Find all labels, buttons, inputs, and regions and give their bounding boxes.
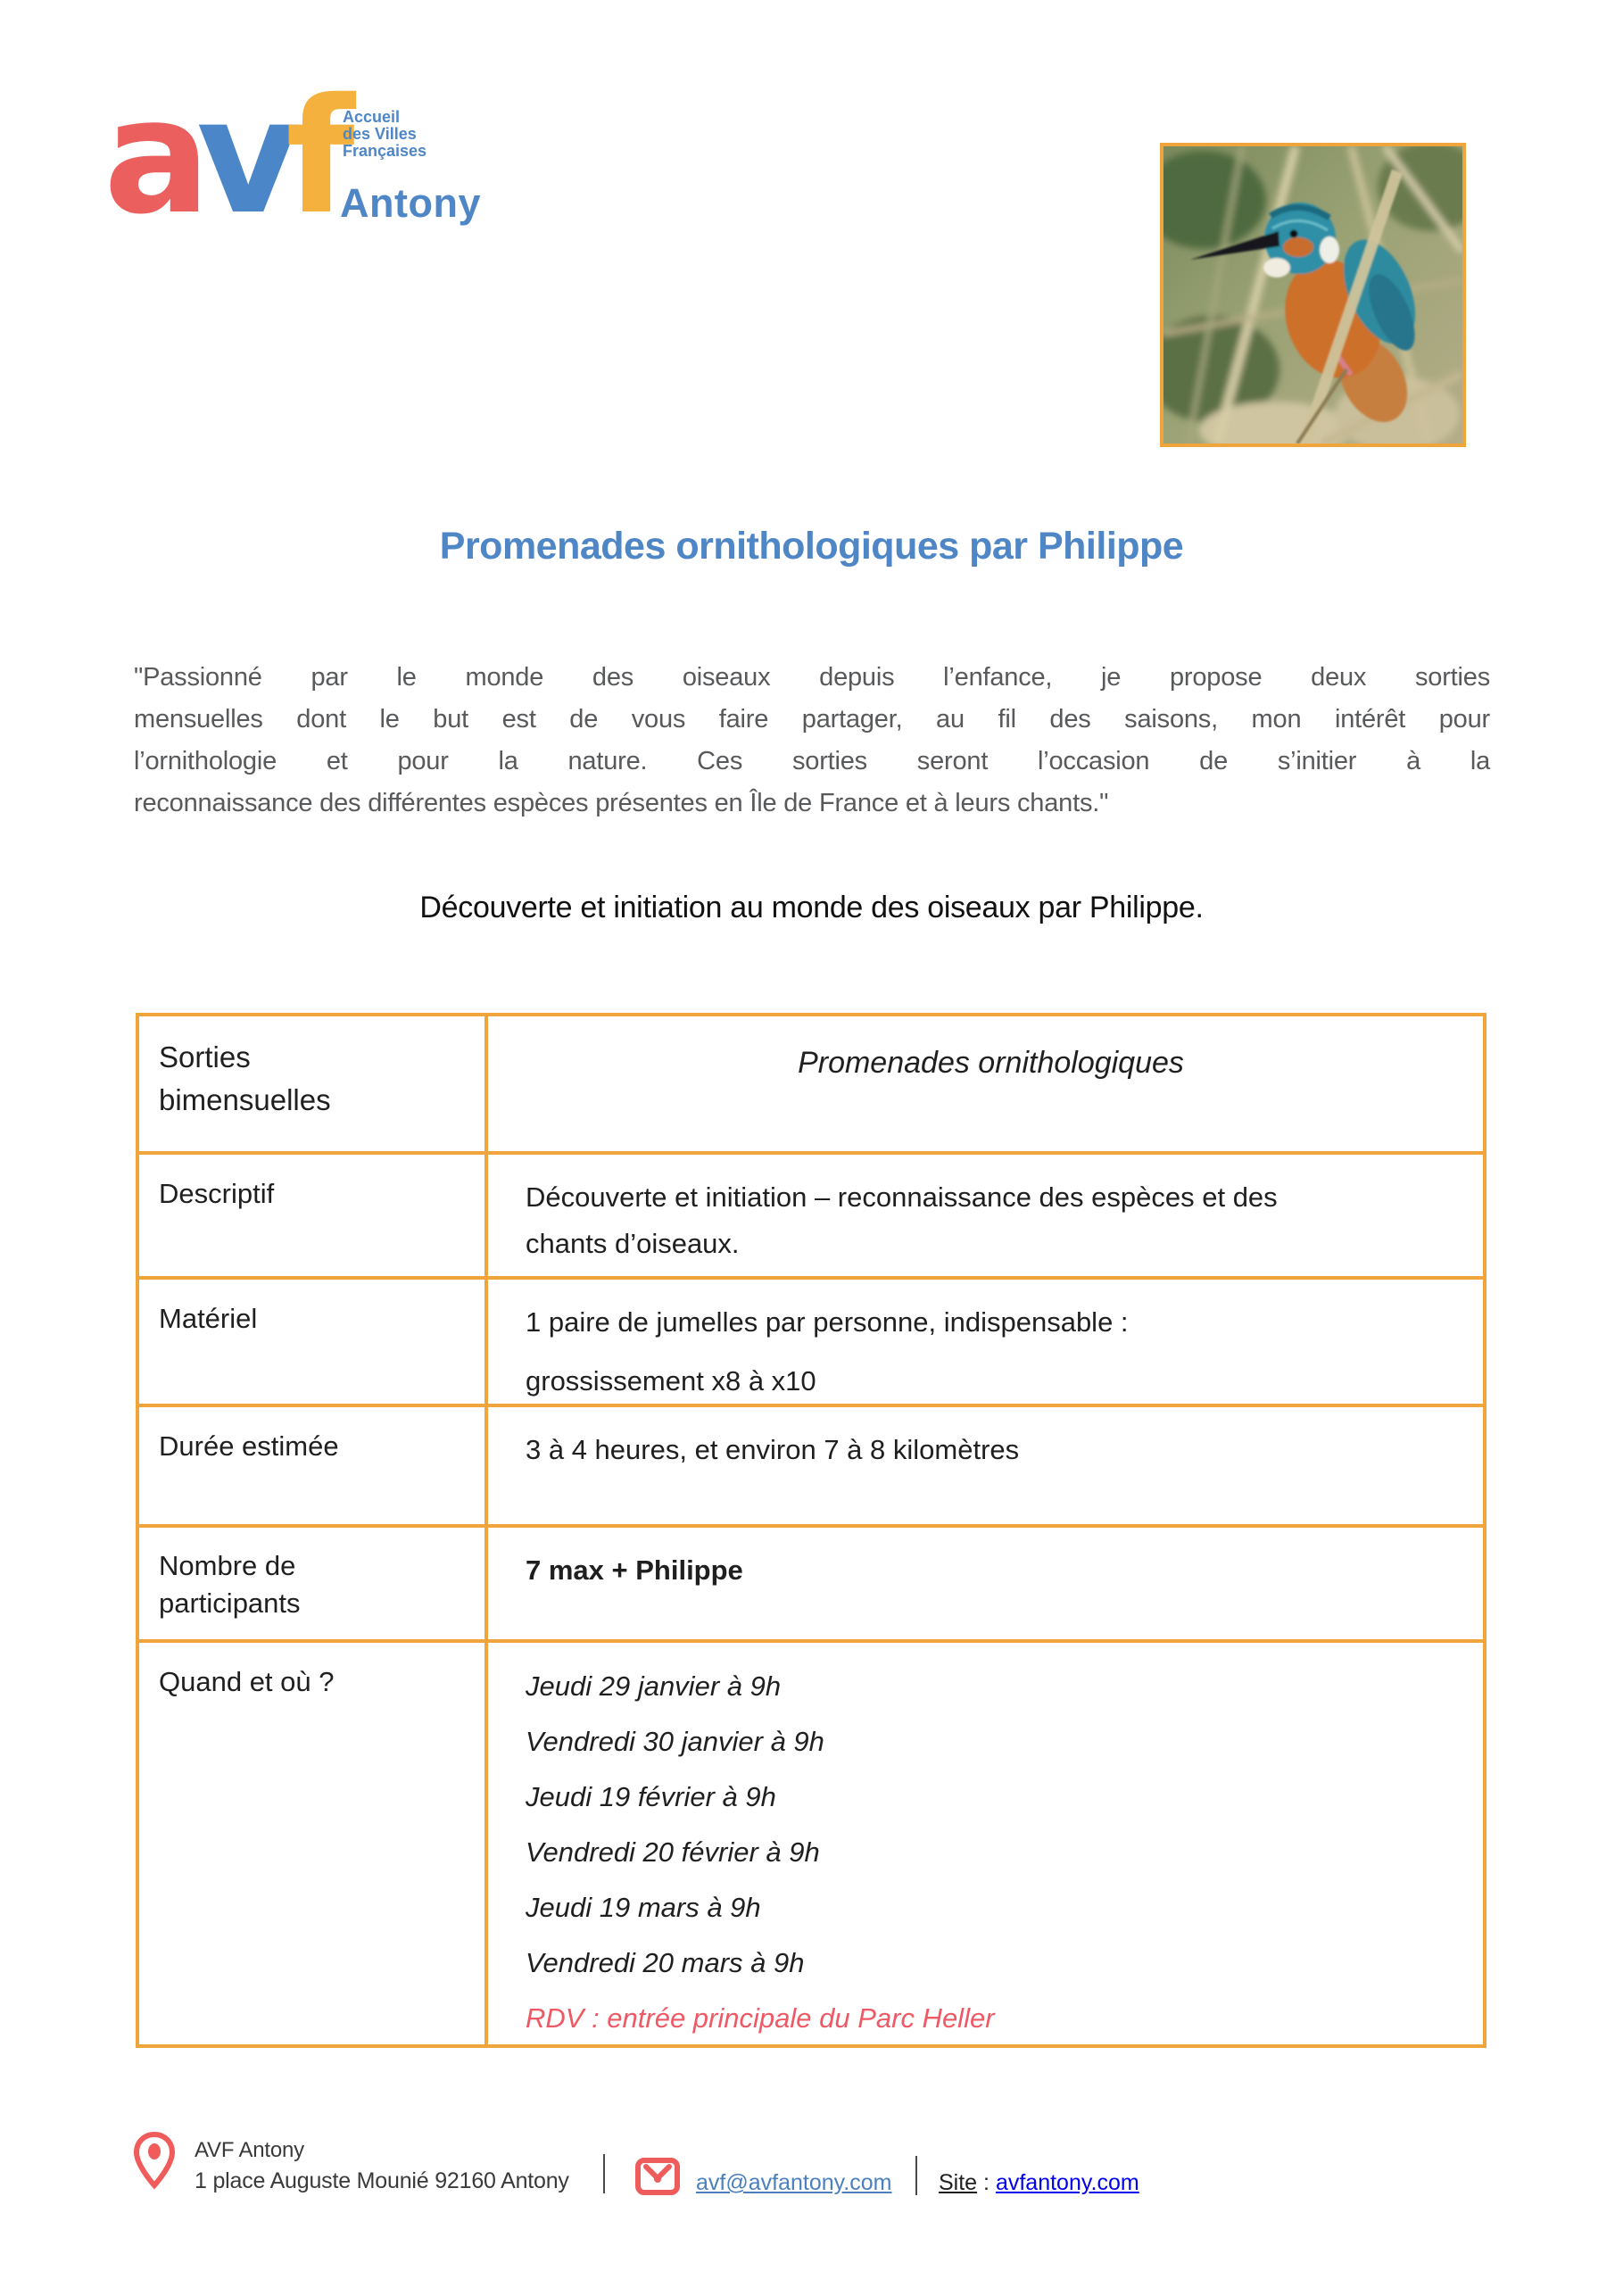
site-link[interactable]: avfantony.com: [995, 2170, 1139, 2195]
table-row: [139, 1276, 1483, 1404]
logo-tagline: [343, 109, 426, 160]
logo-letter-f: f: [286, 64, 341, 249]
row-value-cell: [488, 1155, 1483, 1276]
footer-site-wrap: [939, 2170, 1139, 2196]
footer-divider: [915, 2156, 917, 2195]
row-label-cell: [139, 1528, 488, 1639]
date-line: Vendredi 30 janvier à 9h: [526, 1726, 824, 1757]
date-line: Jeudi 29 janvier à 9h: [526, 1670, 782, 1702]
row-label-cell: Matériel: [139, 1280, 488, 1404]
row-label-line: participants: [159, 1587, 301, 1619]
logo-tagline-line: Françaises: [343, 142, 427, 160]
header-label-line: bimensuelles: [159, 1083, 331, 1116]
intro-paragraph: [134, 657, 1490, 825]
footer-org-name: AVF Antony: [195, 2138, 304, 2162]
table-row: [139, 1151, 1483, 1276]
date-line: Vendredi 20 février à 9h: [526, 1836, 820, 1868]
value-line: grossissement x8 à x10: [526, 1365, 816, 1397]
logo-letter-a: a: [104, 64, 197, 249]
logo-letter-v: v: [196, 64, 286, 249]
row-value-cell: [488, 1280, 1483, 1404]
intro-line: mensuelles dont le but est de vous faire partager, au fil des saisons, mon intérêt pour: [134, 705, 1490, 734]
row-label-cell: Durée estimée: [139, 1407, 488, 1524]
table-row: [139, 1639, 1483, 2044]
value-line: Découverte et initiation – reconnaissance des espèces et des: [526, 1181, 1278, 1213]
site-label: Site: [939, 2170, 978, 2195]
section-subtitle: Découverte et initiation au monde des oiseaux par Philippe.: [419, 891, 1204, 924]
row-value-cell: [488, 1643, 1483, 2044]
footer-address: 1 place Auguste Mounié 92160 Antony: [195, 2168, 569, 2193]
avf-logo: [104, 64, 341, 249]
email-icon: [635, 2158, 680, 2200]
logo-tagline-line: des Villes: [343, 125, 417, 143]
value-line: 1 paire de jumelles par personne, indispensable :: [526, 1306, 1129, 1338]
intro-line: "Passionné par le monde des oiseaux depuis l’enfance, je propose deux sorties: [134, 663, 1490, 692]
schedule-table: [136, 1013, 1486, 2048]
header-label-line: Sorties: [159, 1040, 251, 1073]
email-link[interactable]: avf@avfantony.com: [696, 2170, 892, 2195]
header-value-cell: Promenades ornithologiques: [798, 1046, 1184, 1080]
location-pin-icon: [134, 2131, 175, 2194]
date-line: Jeudi 19 mars à 9h: [526, 1892, 761, 1923]
value-line: chants d’oiseaux.: [526, 1228, 740, 1259]
row-value-cell: 7 max + Philippe: [526, 1554, 743, 1586]
row-label-line: Nombre de: [159, 1550, 296, 1581]
row-label-cell: Quand et où ?: [139, 1643, 488, 2044]
row-label-cell: Descriptif: [139, 1155, 488, 1276]
page-title: Promenades ornithologiques par Philippe: [439, 525, 1184, 568]
kingfisher-illustration: [1163, 146, 1462, 443]
table-row: [139, 1524, 1483, 1639]
footer-divider: [603, 2154, 605, 2193]
table-header-row: [139, 1016, 1483, 1151]
date-line: Vendredi 20 mars à 9h: [526, 1947, 805, 1978]
intro-line: l’ornithologie et pour la nature. Ces sorties seront l’occasion de s’initier à la: [134, 747, 1490, 775]
footer-email-wrap: [696, 2170, 891, 2196]
logo-tagline-line: Accueil: [343, 108, 401, 126]
site-separator: :: [983, 2170, 990, 2195]
logo-city-name: Antony: [340, 180, 481, 226]
table-row: [139, 1404, 1483, 1524]
row-value-cell: 3 à 4 heures, et environ 7 à 8 kilomètres: [526, 1434, 1020, 1465]
header-label-cell: [139, 1016, 488, 1151]
kingfisher-photo: [1160, 143, 1466, 447]
date-line: Jeudi 19 février à 9h: [526, 1781, 776, 1812]
intro-line: reconnaissance des différentes espèces présentes en Île de France et à leurs chants.": [134, 789, 1109, 817]
rdv-line: RDV : entrée principale du Parc Heller: [526, 2002, 995, 2034]
